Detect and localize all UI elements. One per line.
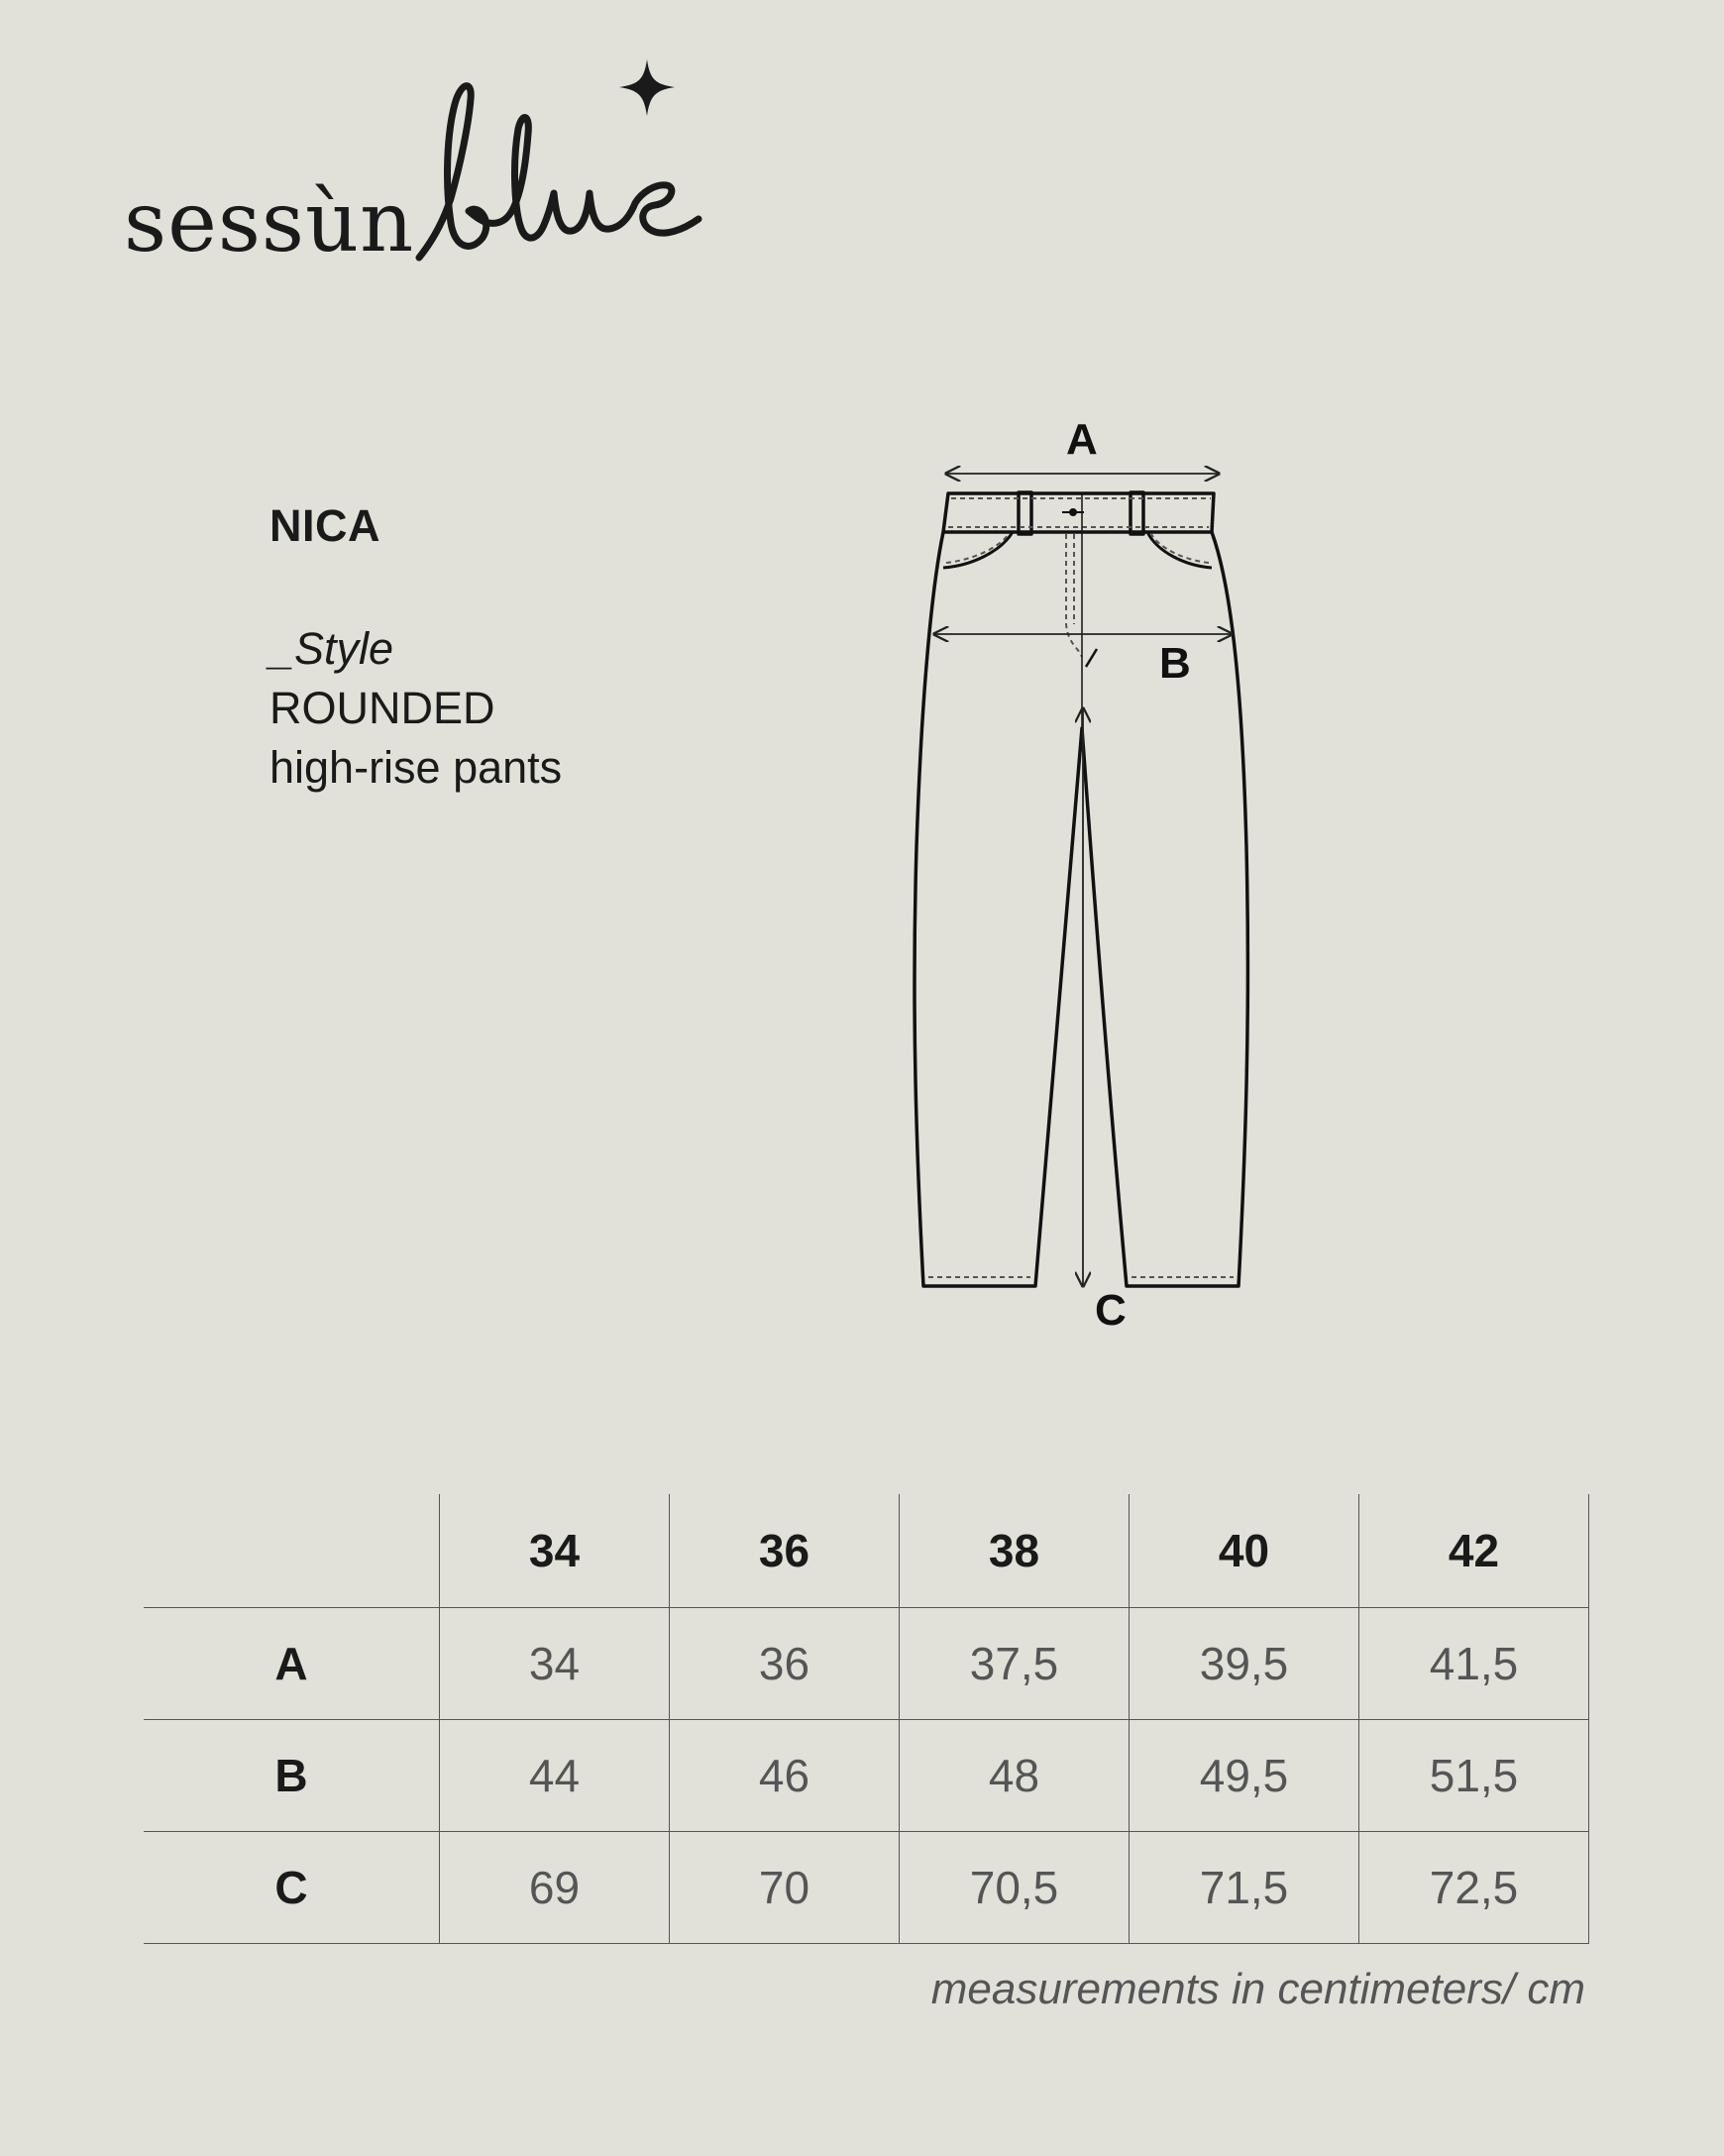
pants-outline-icon [892, 401, 1288, 1343]
table-corner-cell [144, 1494, 440, 1608]
table-header-row [144, 1494, 1589, 1608]
size-header: 34 [440, 1494, 670, 1608]
measurement-cell: 36 [670, 1608, 900, 1720]
measurement-cell: 48 [900, 1720, 1130, 1832]
dimension-label-a: A [1066, 415, 1098, 464]
measurement-cell: 46 [670, 1720, 900, 1832]
table-row [144, 1832, 1589, 1944]
row-label: B [144, 1720, 440, 1832]
measurement-cell: 70 [670, 1832, 900, 1944]
product-name: NICA [269, 500, 380, 551]
style-label: _Style [269, 623, 394, 674]
measurement-cell: 51,5 [1359, 1720, 1589, 1832]
product-info [269, 500, 562, 798]
brand-logo [124, 54, 718, 292]
size-chart-table [144, 1494, 1589, 1944]
row-label: A [144, 1608, 440, 1720]
style-line-2: high-rise pants [269, 742, 563, 793]
measurement-cell: 34 [440, 1608, 670, 1720]
measurement-footnote: measurements in centimeters/ cm [930, 1965, 1585, 2013]
measurement-cell: 72,5 [1359, 1832, 1589, 1944]
measurement-cell: 41,5 [1359, 1608, 1589, 1720]
measurement-cell: 49,5 [1130, 1720, 1359, 1832]
size-header: 40 [1130, 1494, 1359, 1608]
measurement-cell: 44 [440, 1720, 670, 1832]
brand-wordmark: sessùn [124, 173, 415, 270]
style-line-1: ROUNDED [269, 683, 495, 733]
brand-script-logo [411, 54, 708, 292]
measurement-cell: 39,5 [1130, 1608, 1359, 1720]
measurement-cell: 69 [440, 1832, 670, 1944]
row-label: C [144, 1832, 440, 1944]
pants-diagram [892, 401, 1288, 1343]
measurement-cell: 71,5 [1130, 1832, 1359, 1944]
size-header: 42 [1359, 1494, 1589, 1608]
table-row [144, 1608, 1589, 1720]
measurement-cell: 70,5 [900, 1832, 1130, 1944]
size-header: 36 [670, 1494, 900, 1608]
dimension-label-c: C [1095, 1286, 1127, 1335]
table-row [144, 1720, 1589, 1832]
measurement-cell: 37,5 [900, 1608, 1130, 1720]
size-header: 38 [900, 1494, 1130, 1608]
dimension-label-b: B [1159, 639, 1191, 688]
